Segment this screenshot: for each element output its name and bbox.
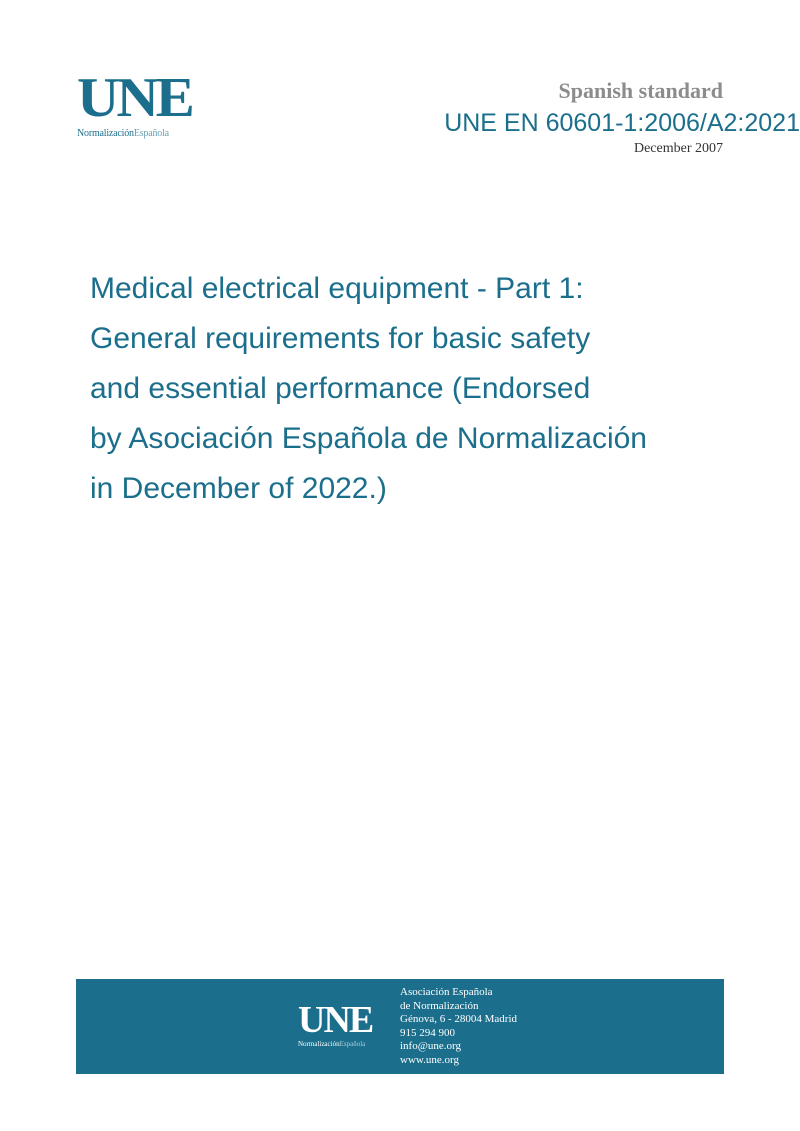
title-line: by Asociación Española de Normalización <box>90 422 647 455</box>
footer-logo-subtitle-dark: Normalización <box>298 1040 340 1048</box>
footer-banner <box>76 979 724 1074</box>
footer-phone: 915 294 900 <box>400 1026 455 1039</box>
logo-subtitle-light: Española <box>133 128 169 139</box>
standard-kind: Spanish standard <box>558 78 723 103</box>
standard-date: December 2007 <box>633 141 723 156</box>
document-title <box>90 264 750 514</box>
footer-contact <box>400 986 517 1067</box>
title-line: General requirements for basic safety <box>90 322 591 355</box>
logo-subtitle-dark: Normalización <box>77 128 134 139</box>
footer-website-link[interactable]: www.une.org <box>400 1053 459 1066</box>
footer-org-name-2: de Normalización <box>400 999 479 1012</box>
footer-logo-mark: UNE <box>298 999 373 1041</box>
title-line: in December of 2022.) <box>90 472 387 505</box>
logo-mark: UNE <box>77 67 192 129</box>
title-line: Medical electrical equipment - Part 1: <box>90 272 584 305</box>
standard-code: UNE EN 60601-1:2006/A2:2021 <box>444 109 800 137</box>
footer-logo <box>298 1001 372 1048</box>
footer-email-link[interactable]: info@une.org <box>400 1040 461 1052</box>
footer-address: Génova, 6 - 28004 Madrid <box>400 1013 518 1025</box>
footer-logo-subtitle <box>298 1040 372 1048</box>
standard-header <box>380 76 800 157</box>
une-logo <box>77 67 197 139</box>
title-line: and essential performance (Endorsed <box>90 372 591 405</box>
footer-logo-subtitle-light: Española <box>339 1040 366 1048</box>
footer-org-name: Asociación Española <box>400 986 493 998</box>
logo-subtitle <box>77 128 197 139</box>
